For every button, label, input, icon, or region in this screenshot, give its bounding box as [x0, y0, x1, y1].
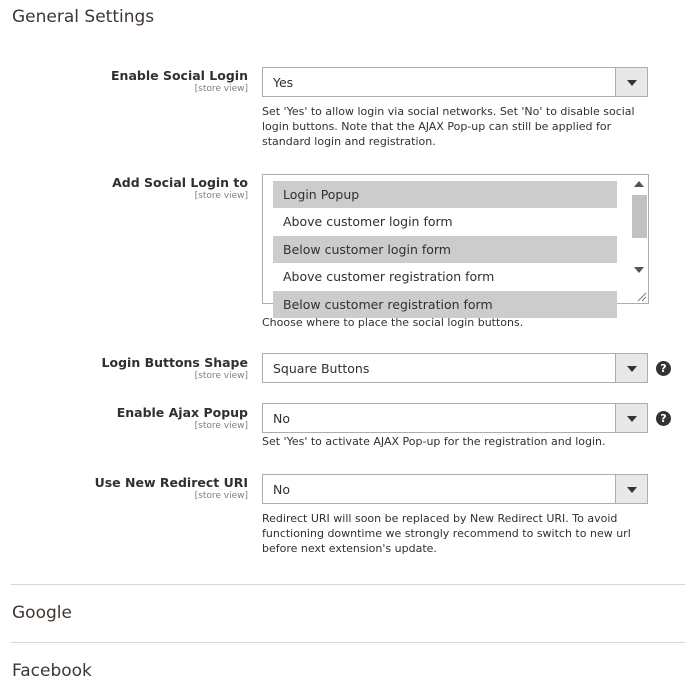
add-social-login-multiselect[interactable]	[262, 174, 649, 312]
section-title-facebook[interactable]: Facebook	[12, 661, 92, 681]
section-title-google[interactable]: Google	[12, 603, 72, 623]
multiselect-option-below-login-form[interactable]: Below customer login form	[273, 236, 617, 263]
field-label-group	[8, 475, 248, 502]
section-title-general-settings[interactable]: General Settings	[12, 7, 155, 27]
field-note: Set 'Yes' to activate AJAX Pop-up for the registration and login.	[262, 435, 606, 448]
field-label: Use New Redirect URI	[94, 475, 248, 490]
select-dropdown-button[interactable]	[615, 354, 647, 382]
field-label-group	[8, 405, 248, 432]
select-dropdown-button[interactable]	[615, 68, 647, 96]
chevron-down-icon	[627, 80, 637, 86]
scroll-up-icon[interactable]	[634, 181, 644, 187]
section-divider	[11, 642, 685, 643]
scope-label: [store view]	[194, 491, 248, 501]
login-buttons-shape-select[interactable]	[262, 353, 648, 383]
resize-grip-icon[interactable]	[636, 291, 646, 301]
help-icon[interactable]: ?	[656, 361, 671, 376]
chevron-down-icon	[627, 366, 637, 372]
field-note: Choose where to place the social login buttons.	[262, 316, 524, 329]
field-label: Login Buttons Shape	[101, 355, 248, 370]
multiselect-option-below-registration-form[interactable]: Below customer registration form	[273, 291, 617, 318]
section-divider	[11, 584, 685, 585]
chevron-down-icon	[627, 487, 637, 493]
multiselect-option-above-login-form[interactable]: Above customer login form	[283, 214, 453, 229]
field-label-group	[8, 68, 248, 95]
field-label-group	[8, 355, 248, 382]
field-label-group	[8, 175, 248, 202]
select-dropdown-button[interactable]	[615, 404, 647, 432]
enable-social-login-select[interactable]	[262, 67, 648, 97]
select-value: No	[273, 482, 290, 497]
field-label: Add Social Login to	[112, 175, 248, 190]
scope-label: [store view]	[194, 84, 248, 94]
select-value: Square Buttons	[273, 361, 370, 376]
multiselect-option-above-registration-form[interactable]: Above customer registration form	[283, 269, 495, 284]
scope-label: [store view]	[194, 191, 248, 201]
multiselect-scrollbar[interactable]	[630, 175, 648, 303]
scope-label: [store view]	[194, 421, 248, 431]
use-new-redirect-uri-select[interactable]	[262, 474, 648, 504]
field-label: Enable Social Login	[111, 68, 248, 83]
enable-ajax-popup-select[interactable]	[262, 403, 648, 433]
scope-label: [store view]	[194, 371, 248, 381]
field-label: Enable Ajax Popup	[116, 405, 248, 420]
scroll-down-icon[interactable]	[634, 267, 644, 273]
select-value: No	[273, 411, 290, 426]
select-value: Yes	[273, 75, 294, 90]
field-note: Redirect URI will soon be replaced by New Redirect URI. To avoid functioning downtime we strongly recommend to switch to new url before next extension's update.	[262, 512, 631, 555]
scrollbar-thumb[interactable]	[632, 195, 647, 238]
help-icon[interactable]: ?	[656, 411, 671, 426]
field-note: Set 'Yes' to allow login via social networks. Set 'No' to disable social login buttons. Note that the AJAX Pop-up can still be applied for standard login and registration.	[262, 105, 635, 148]
chevron-down-icon	[627, 416, 637, 422]
select-dropdown-button[interactable]	[615, 475, 647, 503]
multiselect-option-login-popup[interactable]: Login Popup	[273, 181, 617, 208]
